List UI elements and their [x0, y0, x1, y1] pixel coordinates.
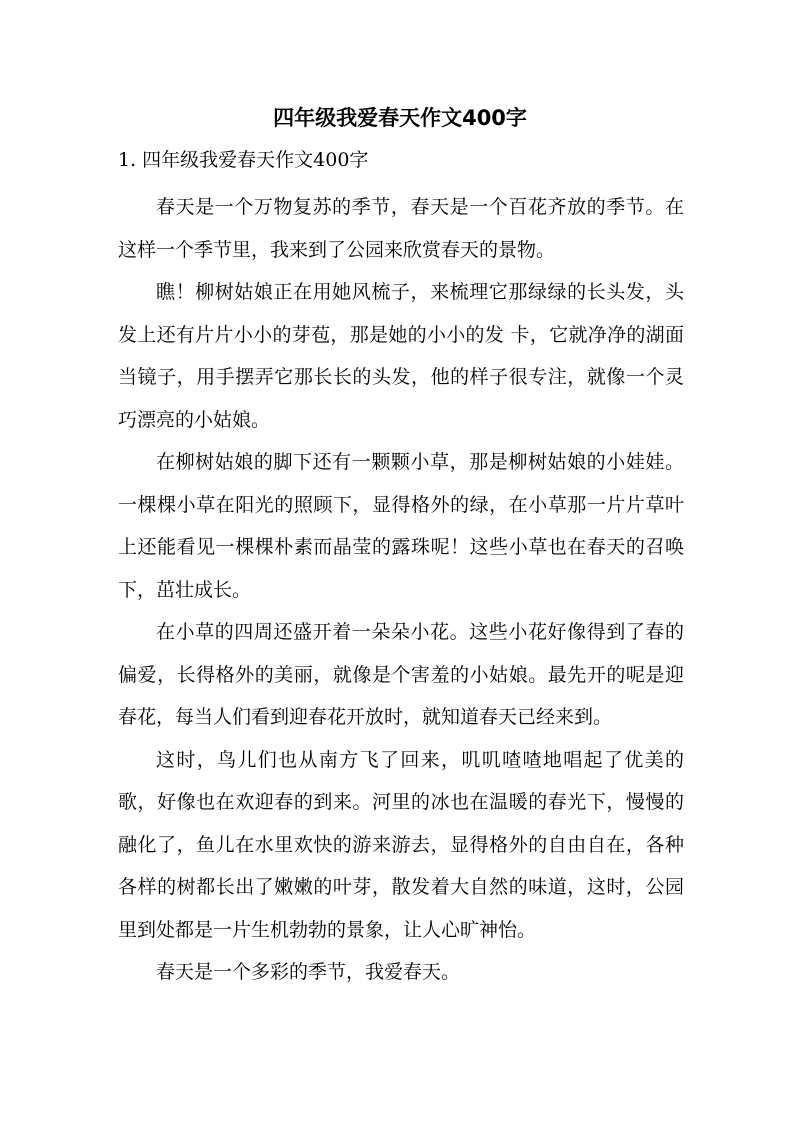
paragraph-5: 这时，鸟儿们也从南方飞了回来，叽叽喳喳地唱起了优美的歌，好像也在欢迎春的到来。河里的冰也在温暖的春光下，慢慢的融化了，鱼儿在水里欢快的游来游去，显得格外的自由自在，各种各样的树都长出了嫩嫩的叶芽，散发着大自然的味道，这时，公园里到处都是一片生机勃勃的景象，让人心旷神怡。 — [118, 748, 684, 941]
paragraph-1: 春天是一个万物复苏的季节，春天是一个百花齐放的季节。在这样一个季节里，我来到了公园来欣赏春天的景物。 — [118, 196, 684, 261]
paragraph-2: 瞧！柳树姑娘正在用她风梳子，来梳理它那绿绿的长头发，头发上还有片片小小的芽苞，那是她的小小的发 卡，它就净净的湖面当镜子，用手摆弄它那长长的头发，他的样子很专注，就像一个灵巧漂亮的小姑娘。 — [118, 281, 684, 431]
paragraph-6: 春天是一个多彩的季节，我爱春天。 — [156, 961, 461, 983]
essay-body — [118, 186, 684, 994]
paragraph-3: 在柳树姑娘的脚下还有一颗颗小草，那是柳树姑娘的小娃娃。一棵棵小草在阳光的照顾下，显得格外的绿，在小草那一片片草叶上还能看见一棵棵朴素而晶莹的露珠呢！这些小草也在春天的召唤下，茁壮成长。 — [118, 451, 684, 601]
paragraph-4: 在小草的四周还盛开着一朵朵小花。这些小花好像得到了春的偏爱，长得格外的美丽，就像是个害羞的小姑娘。最先开的呢是迎春花，每当人们看到迎春花开放时，就知道春天已经来到。 — [118, 621, 684, 728]
document-title: 四年级我爱春天作文400字 — [273, 106, 527, 130]
section-heading: 1. 四年级我爱春天作文400字 — [118, 149, 369, 171]
